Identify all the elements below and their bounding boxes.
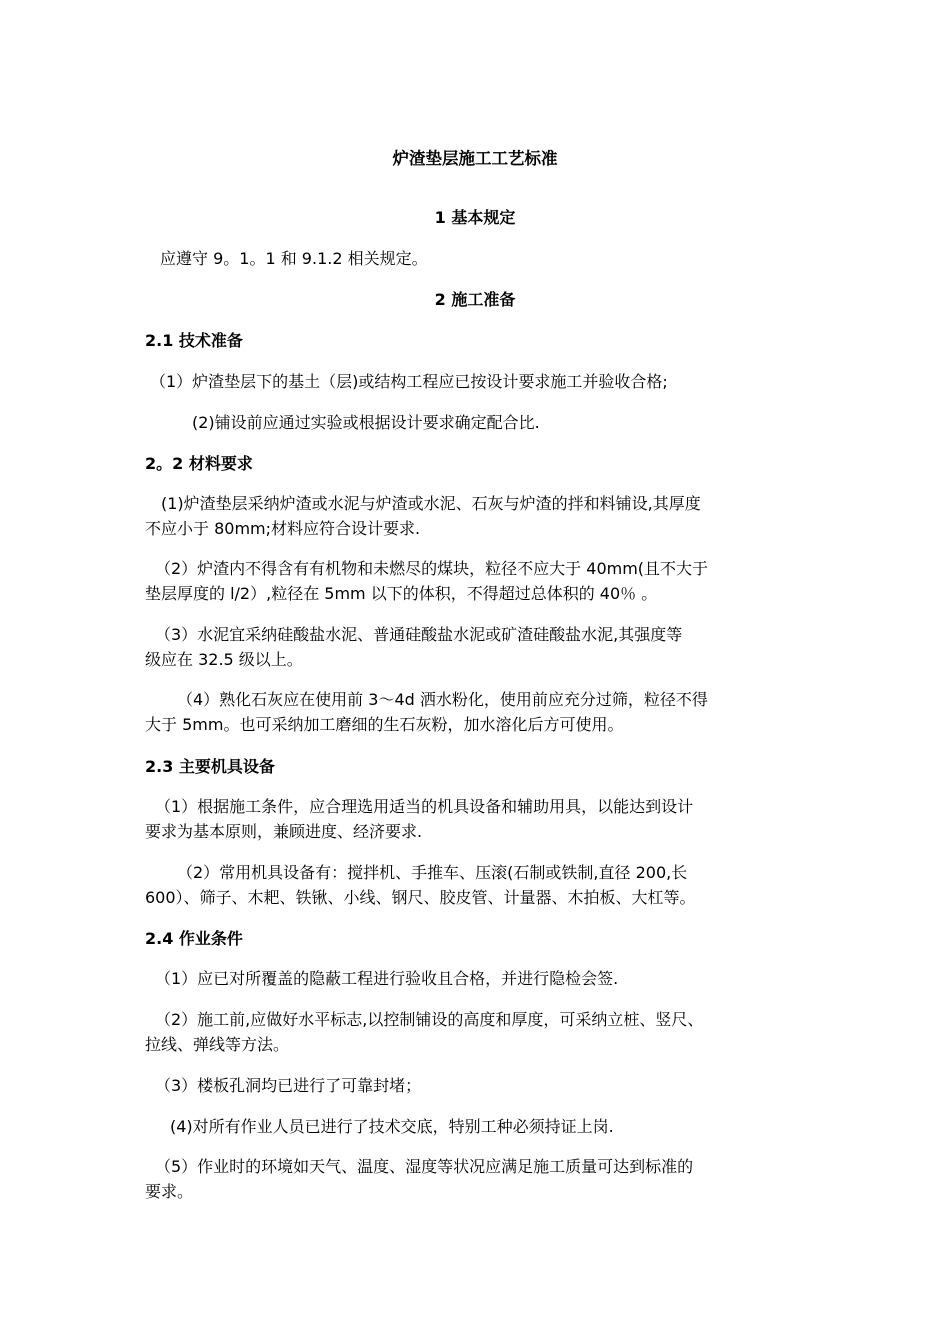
paragraph-2-1-2: (2)铺设前应通过实验或根据设计要求确定配合比. — [192, 413, 540, 432]
paragraph-2-2-1 — [145, 491, 825, 541]
paragraph-line: (1)炉渣垫层采纳炉渣或水泥与炉渣或水泥、石灰与炉渣的拌和料铺设,其厚度 — [161, 494, 701, 513]
document-title: 炉渣垫层施工工艺标准 — [392, 149, 558, 168]
subsection-2-2-heading: 2。2 材料要求 — [145, 454, 253, 473]
paragraph-line: 要求为基本原则，兼顾进度、经济要求. — [145, 822, 423, 841]
paragraph-line: （2）施工前,应做好水平标志,以控制铺设的高度和厚度，可采纳立桩、竖尺、 — [155, 1010, 704, 1029]
subsection-2-4-heading: 2.4 作业条件 — [145, 929, 243, 948]
paragraph-line: 垫层厚度的 l/2）,粒径在 5mm 以下的体积，不得超过总体积的 40％ 。 — [145, 584, 658, 603]
subsection-2-1-heading: 2.1 技术准备 — [145, 331, 243, 350]
paragraph-2-4-1: （1）应已对所覆盖的隐蔽工程进行验收且合格，并进行隐检会签. — [155, 969, 619, 988]
paragraph-2-4-5 — [145, 1154, 825, 1204]
paragraph-2-2-2 — [145, 556, 825, 606]
section-2-heading: 2 施工准备 — [434, 290, 516, 309]
paragraph-line: 级应在 32.5 级以上。 — [145, 650, 303, 669]
paragraph-line: （2）炉渣内不得含有有机物和未燃尽的煤块，粒径不应大于 40mm(且不大于 — [155, 559, 709, 578]
paragraph-line: 不应小于 80mm;材料应符合设计要求. — [145, 519, 421, 538]
paragraph-2-4-3: （3）楼板孔洞均已进行了可靠封堵； — [155, 1076, 422, 1095]
paragraph-line: 600）、筛子、木耙、铁锹、小线、钢尺、胶皮管、计量器、木拍板、大杠等。 — [145, 888, 696, 907]
section-1-heading: 1 基本规定 — [434, 208, 516, 227]
section-1-text: 应遵守 9。1。1 和 9.1.2 相关规定。 — [160, 249, 428, 268]
paragraph-line: 要求。 — [145, 1182, 194, 1201]
paragraph-line: （4）熟化石灰应在使用前 3～4d 洒水粉化，使用前应充分过筛，粒径不得 — [177, 690, 708, 709]
subsection-2-3-heading: 2.3 主要机具设备 — [145, 757, 275, 776]
paragraph-line: （2）常用机具设备有：搅拌机、手推车、压滚(石制或铁制,直径 200,长 — [177, 863, 688, 882]
paragraph-line: （1）根据施工条件，应合理选用适当的机具设备和辅助用具，以能达到设计 — [155, 797, 694, 816]
paragraph-2-1-1: （1）炉渣垫层下的基土（层)或结构工程应已按设计要求施工并验收合格; — [150, 372, 668, 391]
paragraph-line: 大于 5mm。也可采纳加工磨细的生石灰粉，加水溶化后方可使用。 — [145, 715, 624, 734]
paragraph-line: （3）水泥宜采纳硅酸盐水泥、普通硅酸盐水泥或矿渣硅酸盐水泥,其强度等 — [155, 625, 683, 644]
paragraph-2-2-3 — [145, 622, 825, 672]
paragraph-2-3-2 — [145, 860, 825, 910]
paragraph-2-4-2 — [145, 1007, 825, 1057]
paragraph-line: （5）作业时的环境如天气、温度、湿度等状况应满足施工质量可达到标准的 — [155, 1157, 694, 1176]
paragraph-2-2-4 — [145, 687, 825, 737]
paragraph-2-3-1 — [145, 794, 825, 844]
paragraph-line: 拉线、弹线等方法。 — [145, 1035, 290, 1054]
paragraph-2-4-4: (4)对所有作业人员已进行了技术交底，特别工种必须持证上岗. — [170, 1117, 614, 1136]
